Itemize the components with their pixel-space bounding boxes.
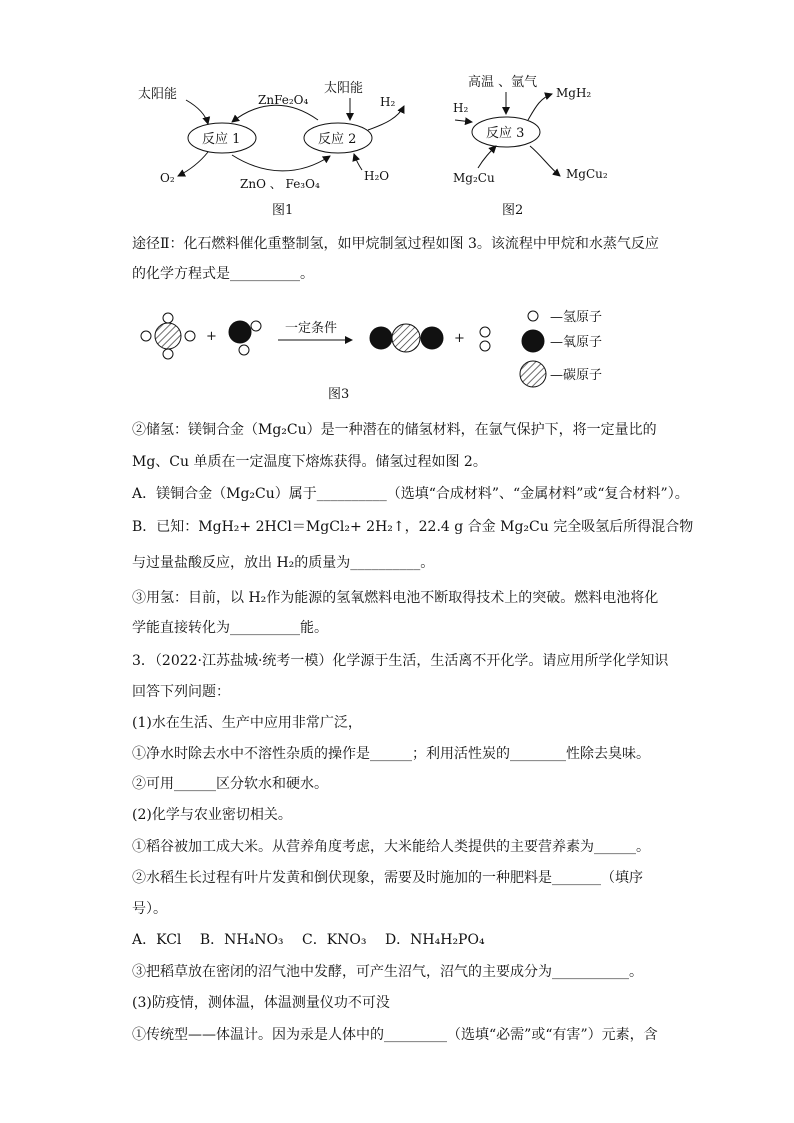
water-molecule <box>229 321 261 355</box>
fig1-h2: H₂ <box>380 95 396 109</box>
text-line-18: 号）。 <box>132 901 167 917</box>
legend-c-icon <box>520 361 546 387</box>
text-line-8: ③用氢：目前，以 H₂作为能源的氢氧燃料电池不断取得技术上的突破。燃料电池将化 <box>132 590 659 606</box>
legend-o-label: —氧原子 <box>550 335 603 350</box>
text-line-20: ③把稻草放在密闭的沼气池中发酵，可产生沼气，沼气的主要成分为___________。 <box>132 964 643 980</box>
legend-h-icon <box>528 311 538 321</box>
text-line-19: A．KCl B．NH₄NO₃ C．KNO₃ D．NH₄H₂PO₄ <box>132 932 485 948</box>
text-line-13: ①净水时除去水中不溶性杂质的操作是______；利用活性炭的________性除去臭味。 <box>132 746 650 762</box>
text-line-21: (3)防疫情，测体温，体温测量仪功不可没 <box>132 995 390 1011</box>
fig2-mg2cu: Mg₂Cu <box>453 171 495 185</box>
legend <box>520 311 546 387</box>
fig1-h2o: H₂O <box>364 169 390 183</box>
fig1-solar-right: 太阳能 <box>324 81 364 96</box>
o2-arrow <box>178 152 208 176</box>
arc-top <box>232 105 318 122</box>
text-line-2: 的化学方程式是__________。 <box>132 266 314 282</box>
plus-2: + <box>454 331 465 346</box>
fig2-reaction3: 反应 3 <box>486 126 525 141</box>
mgh2-arrow <box>528 94 552 120</box>
arc-bottom <box>232 155 330 171</box>
text-line-4: Mg、Cu 单质在一定温度下熔炼获得。储氢过程如图 2。 <box>132 454 487 470</box>
fig1-solar-left: 太阳能 <box>138 87 178 102</box>
fig1-o2: O₂ <box>160 171 175 185</box>
text-line-7: 与过量盐酸反应，放出 H₂的质量为__________。 <box>132 555 435 571</box>
h2-in-arrow <box>455 120 472 122</box>
text-line-22: ①传统型——体温计。因为汞是人体中的_________（选填“必需”或“有害”）元素，含 <box>132 1027 658 1043</box>
mgcu2-arrow <box>530 146 560 176</box>
fig3-condition: 一定条件 <box>285 321 338 336</box>
text-line-9: 学能直接转化为__________能。 <box>132 620 328 636</box>
text-line-5: A．镁铜合金（Mg₂Cu）属于__________（选填“合成材料”、“金属材料”或“复合材料”）。 <box>132 486 689 502</box>
fig2-caption: 图2 <box>502 203 524 218</box>
text-line-6: B．已知：MgH₂+ 2HCl＝MgCl₂+ 2H₂↑，22.4 g 合金 Mg₂Cu 完全吸氢后所得混合物 <box>132 519 694 535</box>
text-line-16: ①稻谷被加工成大米。从营养角度考虑，大米能给人类提供的主要营养素为______。 <box>132 839 650 855</box>
methane-molecule <box>141 313 195 359</box>
fig2-mgh2: MgH₂ <box>556 86 592 100</box>
legend-o-icon <box>522 330 544 352</box>
text-line-14: ②可用______区分软水和硬水。 <box>132 776 328 792</box>
fig2-mgcu2: MgCu₂ <box>566 167 608 181</box>
fig3-caption: 图3 <box>328 387 350 402</box>
figure-3 <box>0 296 794 406</box>
fig1-caption: 图1 <box>272 203 294 218</box>
text-line-12: (1)水在生活、生产中应用非常广泛， <box>132 715 362 731</box>
h2-arrow <box>368 106 404 130</box>
legend-c-label: —碳原子 <box>550 368 603 383</box>
text-line-17: ②水稻生长过程有叶片发黄和倒伏现象，需要及时施加的一种肥料是_______（填序 <box>132 870 643 886</box>
text-line-11: 回答下列问题： <box>132 684 230 700</box>
h2-molecule <box>480 327 490 351</box>
text-line-3: ②储氢：镁铜合金（Mg₂Cu）是一种潜在的储氢材料，在氩气保护下，将一定量比的 <box>132 422 657 438</box>
fig1-catalyst-top: ZnFe₂O₄ <box>258 93 309 107</box>
text-line-15: (2)化学与农业密切相关。 <box>132 807 292 823</box>
text-line-1: 途径Ⅱ：化石燃料催化重整制氢，如甲烷制氢过程如图 3。该流程中甲烷和水蒸气反应 <box>132 236 659 252</box>
text-line-10: 3．（2022·江苏盐城·统考一模）化学源于生活，生活离不开化学。请应用所学化学知识 <box>132 653 669 669</box>
fig2-h2: H₂ <box>453 101 469 115</box>
fig2-top-condition: 高温 、氩气 <box>468 75 538 90</box>
plus-1: + <box>206 329 217 344</box>
fig1-reaction2: 反应 2 <box>318 132 357 147</box>
fig1-catalyst-bottom: ZnO 、 Fe₃O₄ <box>240 177 320 191</box>
co2-molecule <box>370 324 443 352</box>
figure-top <box>0 0 794 230</box>
mg2cu-arrow <box>478 146 496 168</box>
fig1-reaction1: 反应 1 <box>202 132 241 147</box>
solar-left-arrow <box>186 100 208 124</box>
h2o-arrow <box>354 154 362 170</box>
legend-h-label: —氢原子 <box>550 310 603 325</box>
